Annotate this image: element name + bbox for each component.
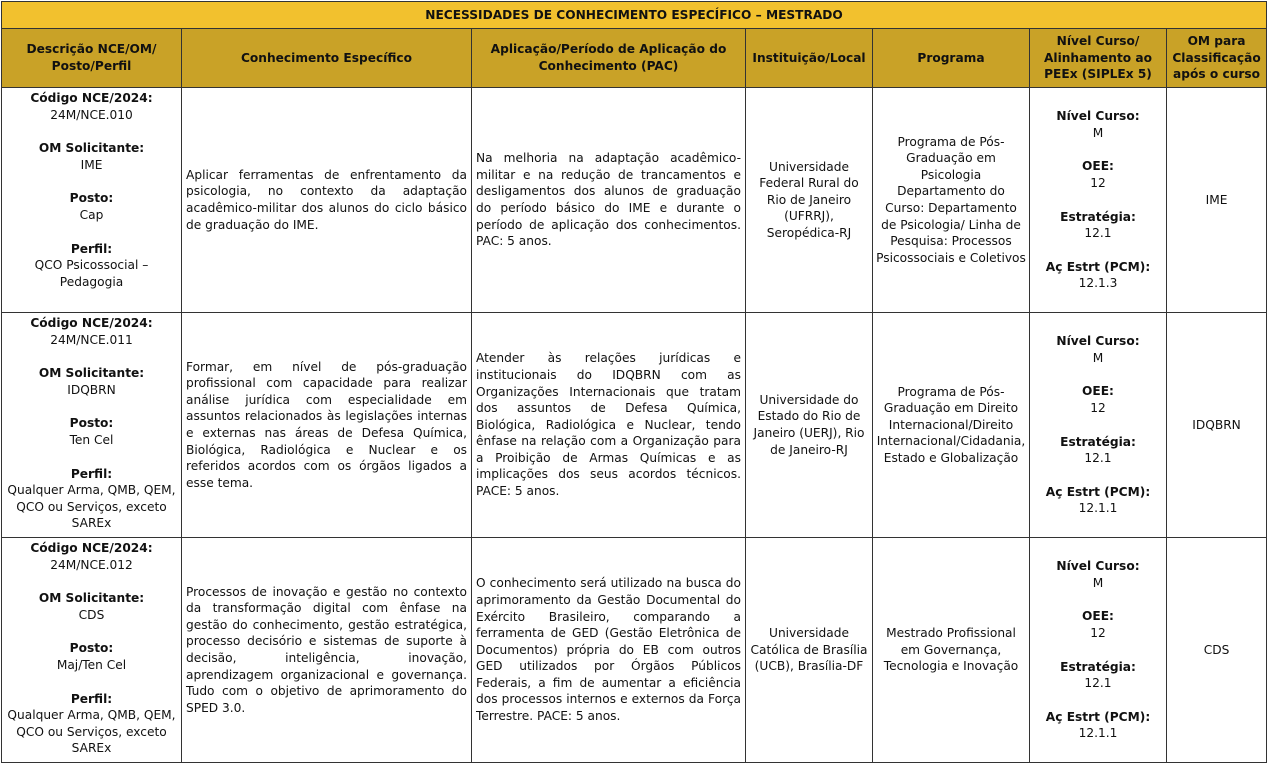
header-programa: Programa bbox=[873, 29, 1030, 88]
programa-cell: Mestrado Profissional em Governança, Tecnologia e Inovação bbox=[873, 538, 1030, 763]
estrategia-value: 12.1 bbox=[1084, 676, 1112, 691]
posto-label: Posto: bbox=[69, 416, 114, 431]
table-title-row bbox=[2, 2, 1267, 29]
instituicao-cell: Universidade Federal Rural do Rio de Janeiro (UFRRJ), Seropédica-RJ bbox=[746, 88, 873, 313]
posto-label: Posto: bbox=[69, 191, 114, 206]
nivel-curso-value: M bbox=[1092, 125, 1104, 140]
codigo-value: 24M/NCE.012 bbox=[50, 557, 133, 572]
header-om: OM para Classificação após o curso bbox=[1167, 29, 1267, 88]
header-conhecimento: Conhecimento Específico bbox=[182, 29, 472, 88]
nivel-curso-value: M bbox=[1092, 575, 1104, 590]
perfil-label: Perfil: bbox=[70, 691, 113, 706]
aplicacao-cell: Atender às relações jurídicas e institucionais do IDQBRN com as Organizações Internacionais que tratam dos assuntos de Defesa Química, Biológica, Radiológica e Nuclear, tendo ênfase na relação com a Organização para a Proibição de Armas Químicas e as implicações dos seus acordos técnicos. PACE: 5 anos. bbox=[472, 313, 746, 538]
nivel-cell bbox=[1030, 313, 1167, 538]
aplicacao-cell: O conhecimento será utilizado na busca do aprimoramento da Gestão Documental do Exército Brasileiro, comparando a ferramenta de GED (Gestão Eletrônica de Documentos) própria do EB com outros GED utilizados por Órgãos Públicos Federais, a fim de aumentar a eficiência dos processos internos e externos da Força Terrestre. PACE: 5 anos. bbox=[472, 538, 746, 763]
ac-estrt-label: Aç Estrt (PCM): bbox=[1045, 259, 1151, 274]
aplicacao-cell: Na melhoria na adaptação acadêmico-militar e na redução de trancamentos e desligamentos dos alunos de graduação do período básico do IME e durante o período de aplicação dos conhecimentos. PAC: 5 anos. bbox=[472, 88, 746, 313]
om-solicitante-value: IDQBRN bbox=[67, 382, 116, 397]
table-row bbox=[2, 538, 1267, 763]
oee-label: OEE: bbox=[1082, 384, 1114, 399]
ac-estrt-label: Aç Estrt (PCM): bbox=[1045, 484, 1151, 499]
oee-value: 12 bbox=[1090, 625, 1106, 640]
perfil-value: Qualquer Arma, QMB, QEM, QCO ou Serviços, exceto SAREx bbox=[7, 708, 176, 756]
nivel-curso-value: M bbox=[1092, 350, 1104, 365]
table-row bbox=[2, 88, 1267, 313]
codigo-label: Código NCE/2024: bbox=[30, 316, 153, 330]
oee-value: 12 bbox=[1090, 400, 1106, 415]
codigo-value: 24M/NCE.011 bbox=[50, 332, 133, 347]
ac-estrt-value: 12.1.1 bbox=[1078, 726, 1118, 741]
codigo-label: Código NCE/2024: bbox=[30, 541, 153, 555]
descricao-cell bbox=[2, 88, 182, 313]
instituicao-cell: Universidade do Estado do Rio de Janeiro (UERJ), Rio de Janeiro-RJ bbox=[746, 313, 873, 538]
instituicao-cell: Universidade Católica de Brasília (UCB), Brasília-DF bbox=[746, 538, 873, 763]
nce-table bbox=[1, 1, 1267, 763]
estrategia-label: Estratégia: bbox=[1060, 209, 1136, 224]
oee-label: OEE: bbox=[1082, 159, 1114, 174]
table-header-row bbox=[2, 29, 1267, 88]
om-classificacao-cell: IME bbox=[1167, 88, 1267, 313]
posto-value: Cap bbox=[79, 207, 104, 222]
header-aplicacao: Aplicação/Período de Aplicação do Conhecimento (PAC) bbox=[472, 29, 746, 88]
ac-estrt-value: 12.1.3 bbox=[1078, 276, 1118, 291]
nivel-cell bbox=[1030, 88, 1167, 313]
estrategia-label: Estratégia: bbox=[1060, 434, 1136, 449]
nivel-curso-label: Nível Curso: bbox=[1056, 559, 1140, 574]
posto-label: Posto: bbox=[69, 641, 114, 656]
nivel-cell bbox=[1030, 538, 1167, 763]
codigo-value: 24M/NCE.010 bbox=[50, 107, 133, 122]
header-instituicao: Instituição/Local bbox=[746, 29, 873, 88]
om-classificacao-cell: IDQBRN bbox=[1167, 313, 1267, 538]
om-solicitante-label: OM Solicitante: bbox=[38, 591, 145, 606]
conhecimento-cell: Aplicar ferramentas de enfrentamento da psicologia, no contexto da adaptação acadêmico-militar dos alunos do ciclo básico de graduação do IME. bbox=[182, 88, 472, 313]
estrategia-label: Estratégia: bbox=[1060, 659, 1136, 674]
programa-cell: Programa de Pós-Graduação em Psicologia Departamento do Curso: Departamento de Psicologia/ Linha de Pesquisa: Processos Psicossociais e Coletivos bbox=[873, 88, 1030, 313]
header-descricao: Descrição NCE/OM/ Posto/Perfil bbox=[2, 29, 182, 88]
perfil-value: Qualquer Arma, QMB, QEM, QCO ou Serviços, exceto SAREx bbox=[7, 483, 176, 531]
codigo-label: Código NCE/2024: bbox=[30, 91, 153, 105]
perfil-value: QCO Psicossocial – Pedagogia bbox=[34, 258, 149, 289]
oee-label: OEE: bbox=[1082, 609, 1114, 624]
ac-estrt-value: 12.1.1 bbox=[1078, 501, 1118, 516]
conhecimento-cell: Formar, em nível de pós-graduação profissional com capacidade para realizar análise jurídica com especialidade em assuntos relacionados às legislações internas e externas nas áreas de Defesa Química, Biológica, Radiológica e Nuclear e os referidos acordos com os órgãos ligados a esse tema. bbox=[182, 313, 472, 538]
table-title: NECESSIDADES DE CONHECIMENTO ESPECÍFICO – MESTRADO bbox=[2, 2, 1267, 29]
descricao-cell bbox=[2, 313, 182, 538]
ac-estrt-label: Aç Estrt (PCM): bbox=[1045, 709, 1151, 724]
header-nivel: Nível Curso/ Alinhamento ao PEEx (SIPLEx 5) bbox=[1030, 29, 1167, 88]
om-solicitante-label: OM Solicitante: bbox=[38, 141, 145, 156]
conhecimento-cell: Processos de inovação e gestão no contexto da transformação digital com ênfase na gestão do conhecimento, gestão estratégica, processo decisório e sistemas de suporte à decisão, inteligência, inovação, aprendizagem organizacional e governança. Tudo com o objetivo de aprimoramento do SPED 3.0. bbox=[182, 538, 472, 763]
posto-value: Maj/Ten Cel bbox=[56, 657, 127, 672]
table-row bbox=[2, 313, 1267, 538]
perfil-label: Perfil: bbox=[70, 241, 113, 256]
om-solicitante-label: OM Solicitante: bbox=[38, 366, 145, 381]
nivel-curso-label: Nível Curso: bbox=[1056, 334, 1140, 349]
posto-value: Ten Cel bbox=[69, 432, 114, 447]
om-solicitante-value: CDS bbox=[78, 607, 105, 622]
programa-cell: Programa de Pós-Graduação em Direito Internacional/Direito Internacional/Cidadania, Estado e Globalização bbox=[873, 313, 1030, 538]
estrategia-value: 12.1 bbox=[1084, 226, 1112, 241]
estrategia-value: 12.1 bbox=[1084, 451, 1112, 466]
oee-value: 12 bbox=[1090, 175, 1106, 190]
perfil-label: Perfil: bbox=[70, 466, 113, 481]
om-solicitante-value: IME bbox=[80, 157, 103, 172]
om-classificacao-cell: CDS bbox=[1167, 538, 1267, 763]
nivel-curso-label: Nível Curso: bbox=[1056, 109, 1140, 124]
descricao-cell bbox=[2, 538, 182, 763]
